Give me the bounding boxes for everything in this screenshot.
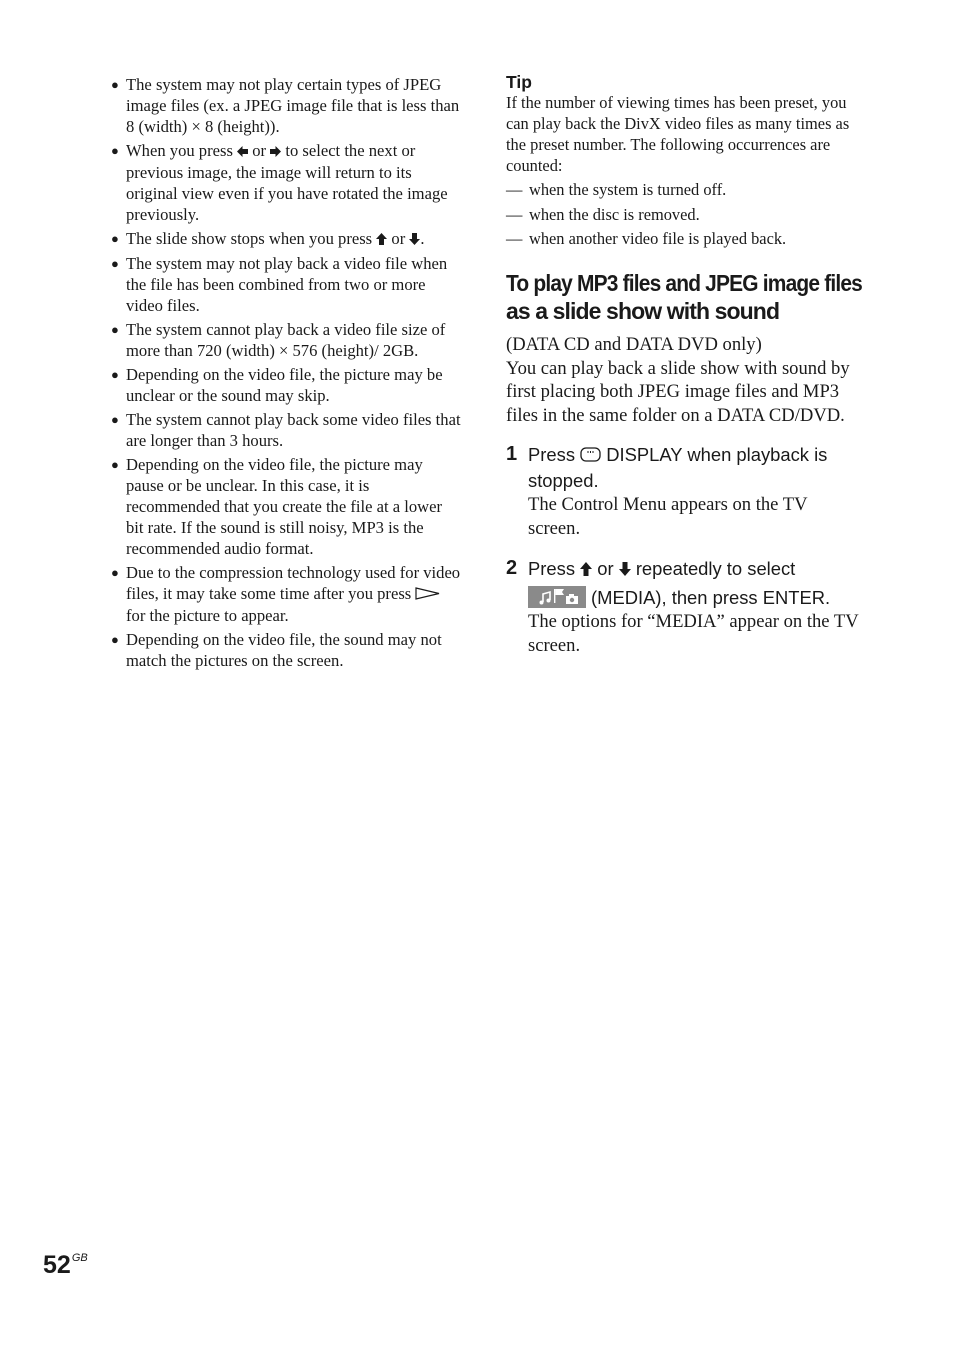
section-qualifier: (DATA CD and DATA DVD only)	[506, 334, 762, 355]
display-button-icon	[580, 443, 601, 468]
step-number: 1	[506, 443, 518, 466]
list-item: ● Due to the compression technology used for video files, it may take some time after you press for the picture to appear.	[111, 563, 461, 625]
down-arrow-icon	[409, 229, 420, 250]
list-item: — when the disc is removed.	[506, 204, 700, 224]
section-heading-line1: To play MP3 files and JPEG image files	[506, 270, 862, 296]
step-instruction: Press or repeatedly to select	[528, 556, 862, 582]
list-item: — when the system is turned off.	[506, 180, 727, 199]
tip-list	[506, 179, 862, 249]
list-item: ● The system cannot play back some video files that are longer than 3 hours.	[111, 410, 461, 450]
list-item: ● The system may not play certain types of JPEG image files (ex. a JPEG image file that is less than 8 (width) × 8 (height)).	[111, 75, 460, 136]
page-region-code: GB	[71, 1252, 88, 1264]
list-item: ● The slide show stops when you press or .	[111, 229, 425, 248]
left-arrow-icon	[237, 141, 248, 162]
section-intro: You can play back a slide show with sound by first placing both JPEG image files and MP3 files in the same folder on a DATA CD/DVD.	[506, 357, 850, 426]
step-result: The Control Menu appears on the TV screen.	[528, 494, 808, 540]
list-item: ● Depending on the video file, the picture may pause or be unclear. In this case, it is recommended that you create the file at a lower bit rate. If the sound is still noisy, MP3 is the recommended audio format.	[111, 455, 443, 558]
step-1	[506, 442, 862, 541]
section-heading	[506, 269, 862, 325]
play-icon	[415, 584, 441, 605]
list-item: ● Depending on the video file, the sound may not match the pictures on the screen.	[111, 630, 442, 670]
bullet-icon: ●	[111, 231, 119, 246]
list-item: ● When you press or to select the next or previous image, the image will return to its original view even if you have rotated the image previously.	[111, 141, 448, 224]
bullet-icon: ●	[111, 77, 119, 92]
page-number	[43, 1248, 88, 1282]
tip-title: Tip	[506, 72, 532, 92]
bullet-icon: ●	[111, 322, 119, 337]
media-icon	[528, 586, 586, 608]
bullet-icon: ●	[111, 412, 119, 427]
down-arrow-icon	[619, 557, 631, 582]
notes-column	[110, 74, 462, 674]
bullet-icon: ●	[111, 143, 119, 158]
bullet-icon: ●	[111, 632, 119, 647]
dash-icon: —	[506, 180, 523, 199]
list-item: ● The system cannot play back a video file size of more than 720 (width) × 576 (height)/ 2GB.	[111, 320, 446, 360]
step-result: The options for “MEDIA” appear on the TV screen.	[528, 611, 859, 657]
step-number: 2	[506, 557, 518, 580]
list-item: ● The system may not play back a video file when the file has been combined from two or more video files.	[111, 254, 448, 315]
list-item: ● Depending on the video file, the picture may be unclear or the sound may skip.	[111, 365, 443, 405]
instructions-column	[506, 72, 862, 658]
page-number-value: 52	[43, 1251, 71, 1279]
up-arrow-icon	[580, 557, 592, 582]
bullet-icon: ●	[111, 256, 119, 271]
bullet-icon: ●	[111, 457, 119, 472]
step-instruction-continued: (MEDIA), then press ENTER.	[528, 585, 862, 610]
section-heading-line2: as a slide show with sound	[506, 298, 780, 324]
list-item: — when another video file is played back.	[506, 229, 787, 248]
dash-icon: —	[506, 229, 523, 248]
up-arrow-icon	[376, 229, 387, 250]
tip-body: If the number of viewing times has been preset, you can play back the DivX video files as many times as the preset number. The following occurrences are counted:	[506, 93, 850, 175]
notes-list	[110, 74, 462, 671]
right-arrow-icon	[270, 141, 281, 162]
step-2	[506, 556, 862, 658]
step-instruction: Press DISPLAY when playback is stopped.	[528, 444, 828, 492]
dash-icon: —	[506, 204, 523, 224]
bullet-icon: ●	[111, 565, 119, 580]
bullet-icon: ●	[111, 367, 119, 382]
